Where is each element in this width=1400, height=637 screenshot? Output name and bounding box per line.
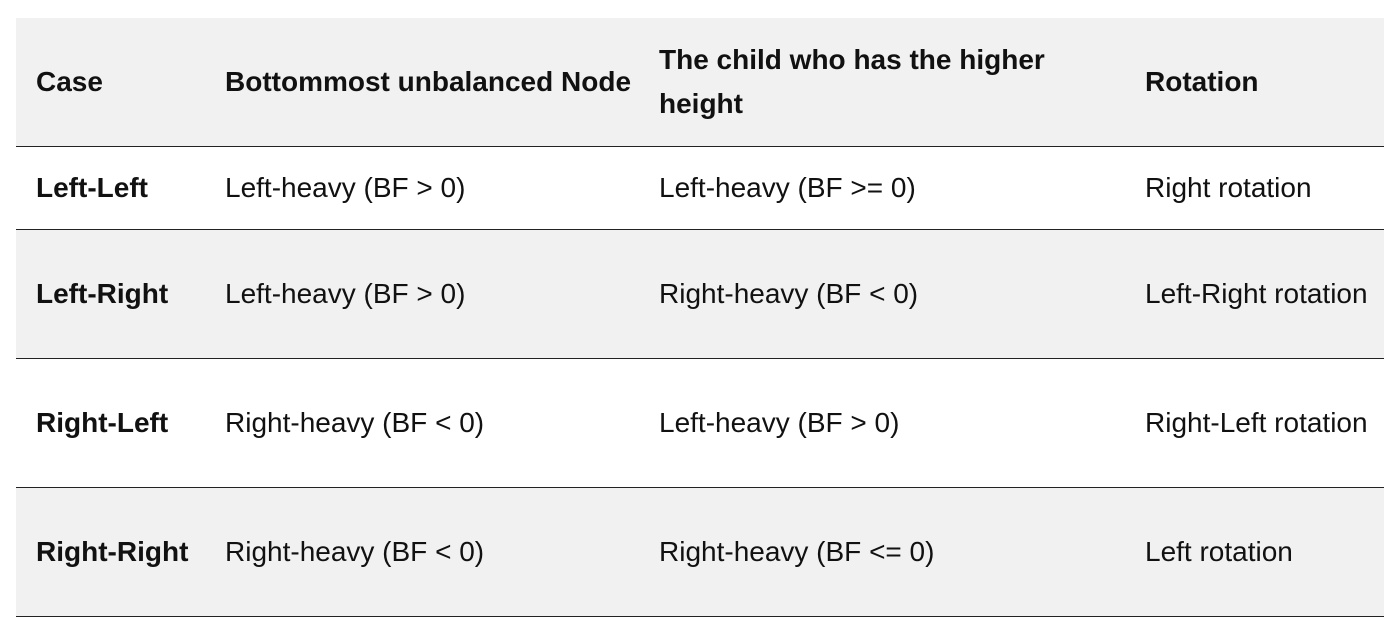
node-cell: Right-heavy (BF < 0) [225,535,485,567]
header-bottommost-unbalanced-node: Bottommost unbalanced Node [205,18,639,146]
case-cell: Right-Right [36,535,189,567]
table-row [16,487,1384,616]
table-body [16,146,1384,616]
header-case: Case [16,18,205,146]
rotation-cell: Right rotation [1145,171,1312,203]
node-cell: Left-heavy (BF > 0) [225,171,466,203]
table-row [16,146,1384,229]
child-cell: Left-heavy (BF >= 0) [659,171,916,203]
rotation-cell: Left-Right rotation [1145,277,1368,309]
avl-rotation-cases-table-wrapper [16,18,1384,617]
header-child-higher-height: The child who has the higher height [639,18,1125,146]
case-cell: Left-Right [36,277,169,309]
case-cell: Right-Left [36,406,169,438]
rotation-cell: Right-Left rotation [1145,406,1368,438]
avl-rotation-cases-table [16,18,1384,617]
child-cell: Right-heavy (BF < 0) [659,277,919,309]
child-cell: Right-heavy (BF <= 0) [659,535,935,567]
child-cell: Left-heavy (BF > 0) [659,406,900,438]
header-rotation: Rotation [1125,18,1384,146]
table-row [16,358,1384,487]
table-row [16,229,1384,358]
table-header [16,18,1384,146]
rotation-cell: Left rotation [1145,535,1293,567]
node-cell: Right-heavy (BF < 0) [225,406,485,438]
case-cell: Left-Left [36,171,148,203]
node-cell: Left-heavy (BF > 0) [225,277,466,309]
header-row [16,18,1384,146]
